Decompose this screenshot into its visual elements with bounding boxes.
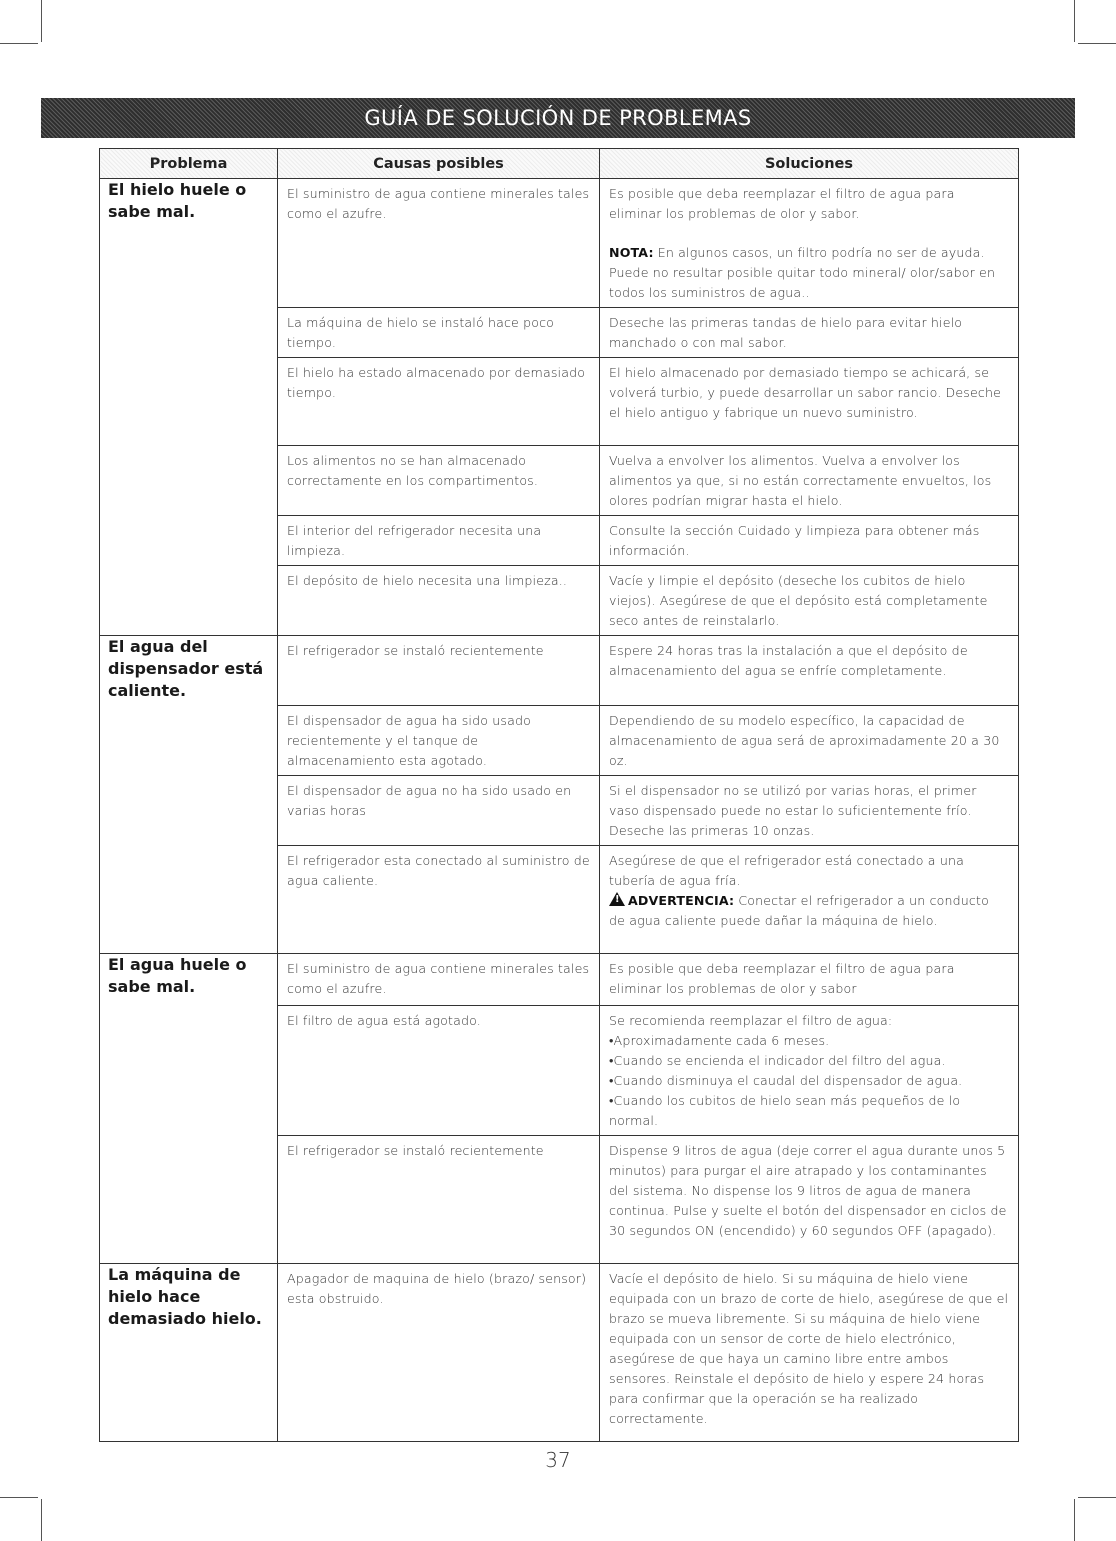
cause-cell: El suministro de agua contiene minerales tales como el azufre. — [278, 954, 600, 1006]
header-problem: Problema — [100, 149, 278, 179]
cause-cell: El refrigerador se instaló recientemente — [278, 1136, 600, 1264]
solution-cell: Espere 24 horas tras la instalación a que el depósito de almacenamiento del agua se enfríe completamente. — [600, 636, 1019, 706]
page-number: 37 — [545, 1448, 571, 1472]
table-row — [100, 954, 1019, 1006]
section-banner — [41, 98, 1075, 138]
note — [609, 243, 1009, 303]
solution-cell — [600, 179, 1019, 308]
solution-cell: Vacíe y limpie el depósito (deseche los cubitos de hielo viejos). Asegúrese de que el depósito está completamente seco antes de reinstalarlo. — [600, 566, 1019, 636]
solution-cell: El hielo almacenado por demasiado tiempo se achicará, se volverá turbio, y puede desarrollar un sabor rancio. Deseche el hielo antiguo y fabrique un nuevo suministro. — [600, 358, 1019, 446]
crop-mark — [0, 1497, 38, 1498]
crop-mark — [0, 43, 38, 44]
solution-cell: Vuelva a envolver los alimentos. Vuelva a envolver los alimentos ya que, si no están correctamente envueltos, los olores podrían migrar hasta el hielo. — [600, 446, 1019, 516]
solution-text: Se recomienda reemplazar el filtro de agua: — [609, 1013, 893, 1028]
cause-cell: El refrigerador se instaló recientemente — [278, 636, 600, 706]
warning-text: Conectar el refrigerador a un conducto de agua caliente puede dañar la máquina de hielo. — [609, 893, 989, 928]
solution-cell: Dispense 9 litros de agua (deje correr el agua durante unos 5 minutos) para purgar el aire atrapado y los contaminantes del sistema. No dispense los 9 litros de agua de manera continua. Pulse y suelte el botón del dispensador en ciclos de 30 segundos ON (encendido) y 60 segundos OFF (apagado). — [600, 1136, 1019, 1264]
list-item: •Cuando se encienda el indicador del filtro del agua. — [609, 1053, 946, 1068]
troubleshooting-table — [99, 148, 1019, 1442]
warning-label: ADVERTENCIA: — [628, 893, 735, 908]
cause-cell: Los alimentos no se han almacenado correctamente en los compartimentos. — [278, 446, 600, 516]
table-row — [100, 636, 1019, 706]
solution-cell: Deseche las primeras tandas de hielo para evitar hielo manchado o con mal sabor. — [600, 308, 1019, 358]
crop-mark — [41, 0, 42, 42]
solution-text: Asegúrese de que el refrigerador está conectado a una tubería de agua fría. — [609, 853, 964, 888]
problem-cell: El agua huele o sabe mal. — [100, 954, 278, 1264]
table-row — [100, 1264, 1019, 1442]
note-label: NOTA: — [609, 245, 654, 260]
crop-mark — [1078, 43, 1116, 44]
list-item: •Cuando los cubitos de hielo sean más pequeños de lo normal. — [609, 1093, 961, 1128]
page-title: GUÍA DE SOLUCIÓN DE PROBLEMAS — [364, 106, 752, 130]
warning — [609, 891, 1009, 931]
crop-mark — [1078, 1497, 1116, 1498]
cause-cell: El depósito de hielo necesita una limpieza.. — [278, 566, 600, 636]
cause-cell: El dispensador de agua ha sido usado recientemente y el tanque de almacenamiento esta agotado. — [278, 706, 600, 776]
cause-cell: Apagador de maquina de hielo (brazo/ sensor) esta obstruido. — [278, 1264, 600, 1442]
header-causes: Causas posibles — [278, 149, 600, 179]
problem-cell: El agua del dispensador está caliente. — [100, 636, 278, 954]
crop-mark — [41, 1499, 42, 1541]
problem-cell: La máquina de hielo hace demasiado hielo. — [100, 1264, 278, 1442]
solution-cell: Si el dispensador no se utilizó por varias horas, el primer vaso dispensado puede no estar lo suficientemente frío. Deseche las primeras 10 onzas. — [600, 776, 1019, 846]
list-item: •Cuando disminuya el caudal del dispensador de agua. — [609, 1073, 963, 1088]
warning-icon — [609, 892, 625, 906]
problem-cell: El hielo huele o sabe mal. — [100, 179, 278, 636]
solution-cell: Consulte la sección Cuidado y limpieza para obtener más información. — [600, 516, 1019, 566]
cause-cell: La máquina de hielo se instaló hace poco tiempo. — [278, 308, 600, 358]
cause-cell: El hielo ha estado almacenado por demasiado tiempo. — [278, 358, 600, 446]
solution-text: Es posible que deba reemplazar el filtro de agua para eliminar los problemas de olor y sabor. — [609, 186, 955, 221]
crop-mark — [1074, 0, 1075, 42]
table-row — [100, 179, 1019, 308]
cause-cell: El filtro de agua está agotado. — [278, 1006, 600, 1136]
solution-cell: Vacíe el depósito de hielo. Si su máquina de hielo viene equipada con un brazo de corte de hielo, asegúrese de que el brazo se mueva libremente. Si su máquina de hielo viene equipada con un sensor de corte de hielo electrónico, asegúrese de que haya un camino libre entre ambos sensores. Reinstale el depósito de hielo y espere 24 horas para confirmar que la operación se ha realizado correctamente. — [600, 1264, 1019, 1442]
solution-cell: Dependiendo de su modelo específico, la capacidad de almacenamiento de agua será de aproximadamente 20 a 30 oz. — [600, 706, 1019, 776]
solution-cell — [600, 846, 1019, 954]
note-text: En algunos casos, un filtro podría no ser de ayuda. Puede no resultar posible quitar todo mineral/ olor/sabor en todos los suministros de agua.. — [609, 245, 996, 300]
table-header-row — [100, 149, 1019, 179]
crop-mark — [1074, 1499, 1075, 1541]
solution-cell: Es posible que deba reemplazar el filtro de agua para eliminar los problemas de olor y sabor — [600, 954, 1019, 1006]
cause-cell: El refrigerador esta conectado al suministro de agua caliente. — [278, 846, 600, 954]
solution-cell — [600, 1006, 1019, 1136]
cause-cell: El interior del refrigerador necesita una limpieza. — [278, 516, 600, 566]
list-item: •Aproximadamente cada 6 meses. — [609, 1033, 830, 1048]
header-solutions: Soluciones — [600, 149, 1019, 179]
cause-cell: El suministro de agua contiene minerales tales como el azufre. — [278, 179, 600, 308]
cause-cell: El dispensador de agua no ha sido usado en varias horas — [278, 776, 600, 846]
